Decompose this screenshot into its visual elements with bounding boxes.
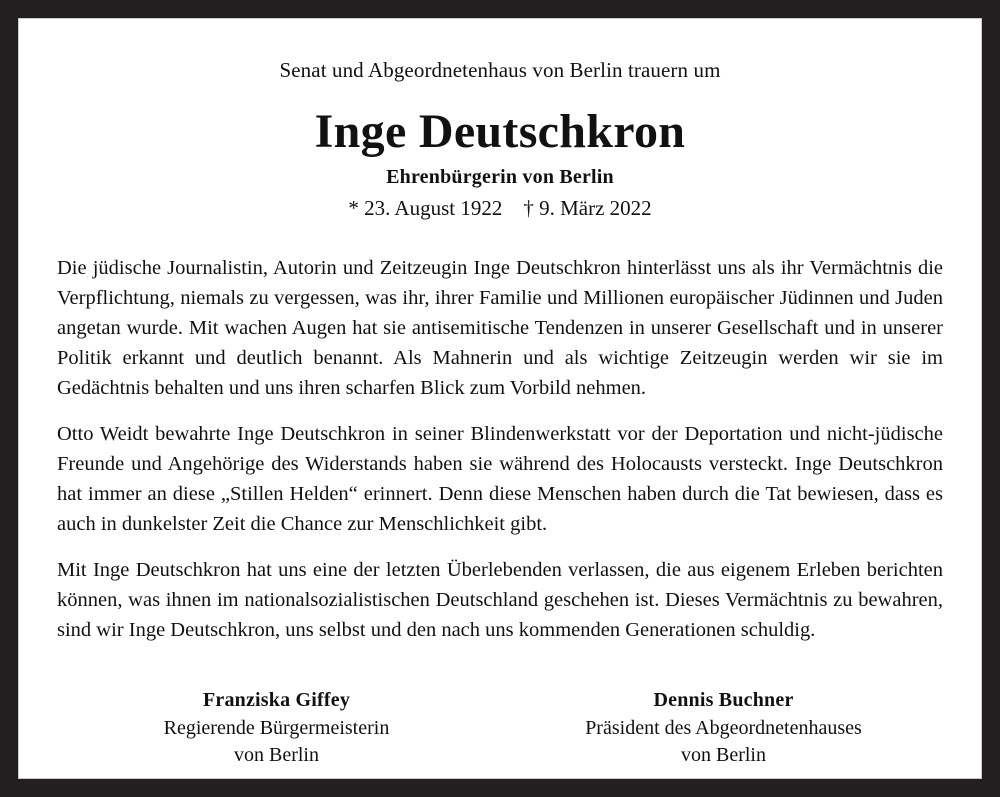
honorific-title: Ehrenbürgerin von Berlin: [386, 166, 614, 188]
life-dates: * 23. August 1922 † 9. März 2022: [348, 196, 652, 220]
signatory-block: [500, 687, 947, 769]
signatory-title-line: von Berlin: [234, 744, 319, 766]
signatories: [53, 687, 947, 769]
body-paragraph: Die jüdische Journalistin, Autorin und Zeitzeugin Inge Deutschkron hinterlässt uns als ihr Vermächtnis die Verpflichtung, niemals zu vergessen, was ihr, ihrer Familie und Millionen europäischer Jüdinnen und Juden angetan wurde. Mit wachen Augen hat sie antisemitische Tendenzen in unserer Gesellschaft und in unserer Politik erkannt und deutlich benannt. Als Mahnerin und als wichtige Zeitzeugin werden wir sie im Gedächtnis behalten und uns ihren scharfen Blick zum Vorbild nehmen.: [57, 257, 943, 399]
body-paragraph: Mit Inge Deutschkron hat uns eine der letzten Überlebenden verlassen, die aus eigenem Erleben berichten können, was ihnen im nationalsozialistischen Deutschland geschehen ist. Dieses Vermächtnis zu bewahren, sind wir Inge Deutschkron, uns selbst und den nach uns kommenden Generationen schuldig.: [57, 559, 943, 641]
signatory-name: Franziska Giffey: [202, 689, 351, 711]
signatory-title-line: Präsident des Abgeordnetenhauses: [585, 717, 862, 739]
signatory-name: Dennis Buchner: [653, 689, 794, 711]
signatory-title-line: Regierende Bürgermeisterin: [163, 717, 390, 739]
signatory-title-line: von Berlin: [681, 744, 766, 766]
obituary-body: [53, 253, 947, 645]
preamble-text: Senat und Abgeordnetenhaus von Berlin trauern um: [279, 58, 721, 82]
signatory-block: [53, 687, 500, 769]
obituary-header: [53, 57, 947, 221]
deceased-name: Inge Deutschkron: [314, 105, 686, 158]
body-paragraph: Otto Weidt bewahrte Inge Deutschkron in seiner Blindenwerkstatt vor der Deportation und nicht-jüdische Freunde und Angehörige des Widerstands haben sie während des Holocausts versteckt. Inge Deutschkron hat immer an diese „Stillen Helden“ erinnert. Denn diese Menschen haben durch die Tat bewiesen, dass es auch in dunkelster Zeit die Chance zur Menschlichkeit gibt.: [57, 423, 943, 535]
obituary-card: [18, 18, 982, 779]
